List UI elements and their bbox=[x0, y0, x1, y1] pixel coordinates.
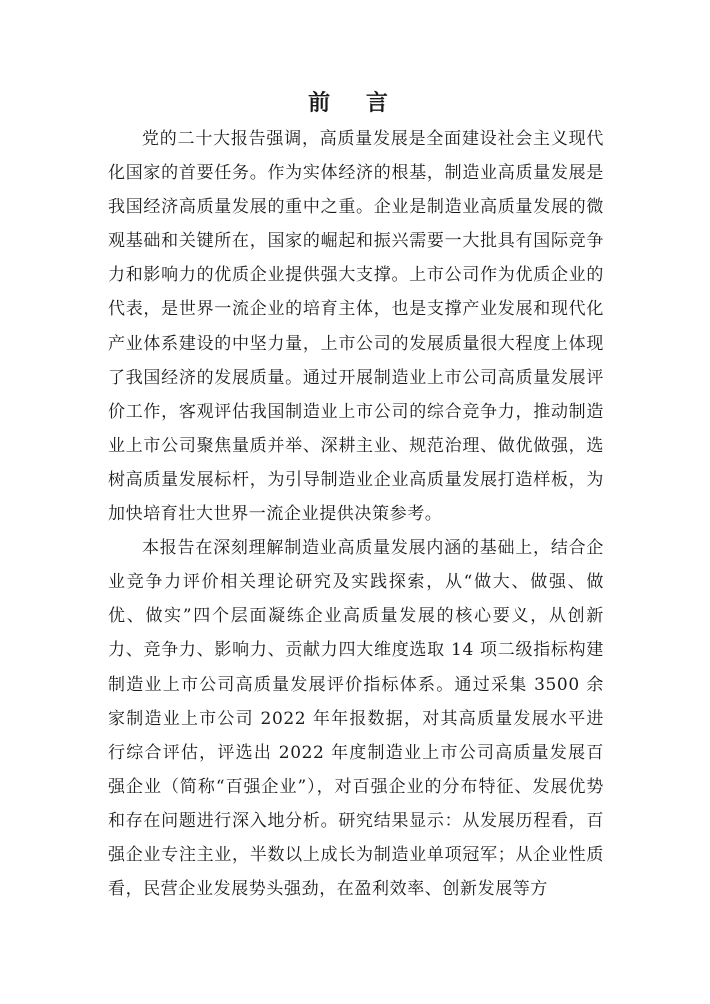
body-text bbox=[108, 122, 604, 906]
paragraph-2: 本报告在深刻理解制造业高质量发展内涵的基础上，结合企业竞争力评价相关理论研究及实践探索，从“做大、做强、做优、做实”四个层面凝练企业高质量发展的核心要义，从创新力、竞争力、影响力、贡献力四大维度选取 14 项二级指标构建制造业上市公司高质量发展评价指标体系。通过采集 3500 余家制造业上市公司 2022 年年报数据，对其高质量发展水平进行综合评估，评选出 2022 年度制造业上市公司高质量发展百强企业（简称“百强企业”），对百强企业的分布特征、发展优势和存在问题进行深入地分析。研究结果显示：从发展历程看，百强企业专注主业，半数以上成长为制造业单项冠军；从企业性质看，民营企业发展势头强劲，在盈利效率、创新发展等方 bbox=[108, 538, 604, 900]
paragraph-1: 党的二十大报告强调，高质量发展是全面建设社会主义现代化国家的首要任务。作为实体经济的根基，制造业高质量发展是我国经济高质量发展的重中之重。企业是制造业高质量发展的微观基础和关键所在，国家的崛起和振兴需要一大批具有国际竞争力和影响力的优质企业提供强大支撑。上市公司作为优质企业的代表，是世界一流企业的培育主体，也是支撑产业发展和现代化产业体系建设的中坚力量，上市公司的发展质量很大程度上体现了我国经济的发展质量。通过开展制造业上市公司高质量发展评价工作，客观评估我国制造业上市公司的综合竞争力，推动制造业上市公司聚焦量质并举、深耕主业、规范治理、做优做强，选树高质量发展标杆，为引导制造业企业高质量发展打造样板，为加快培育壮大世界一流企业提供决策参考。 bbox=[108, 129, 604, 525]
page-title: 前 言 bbox=[308, 90, 402, 116]
